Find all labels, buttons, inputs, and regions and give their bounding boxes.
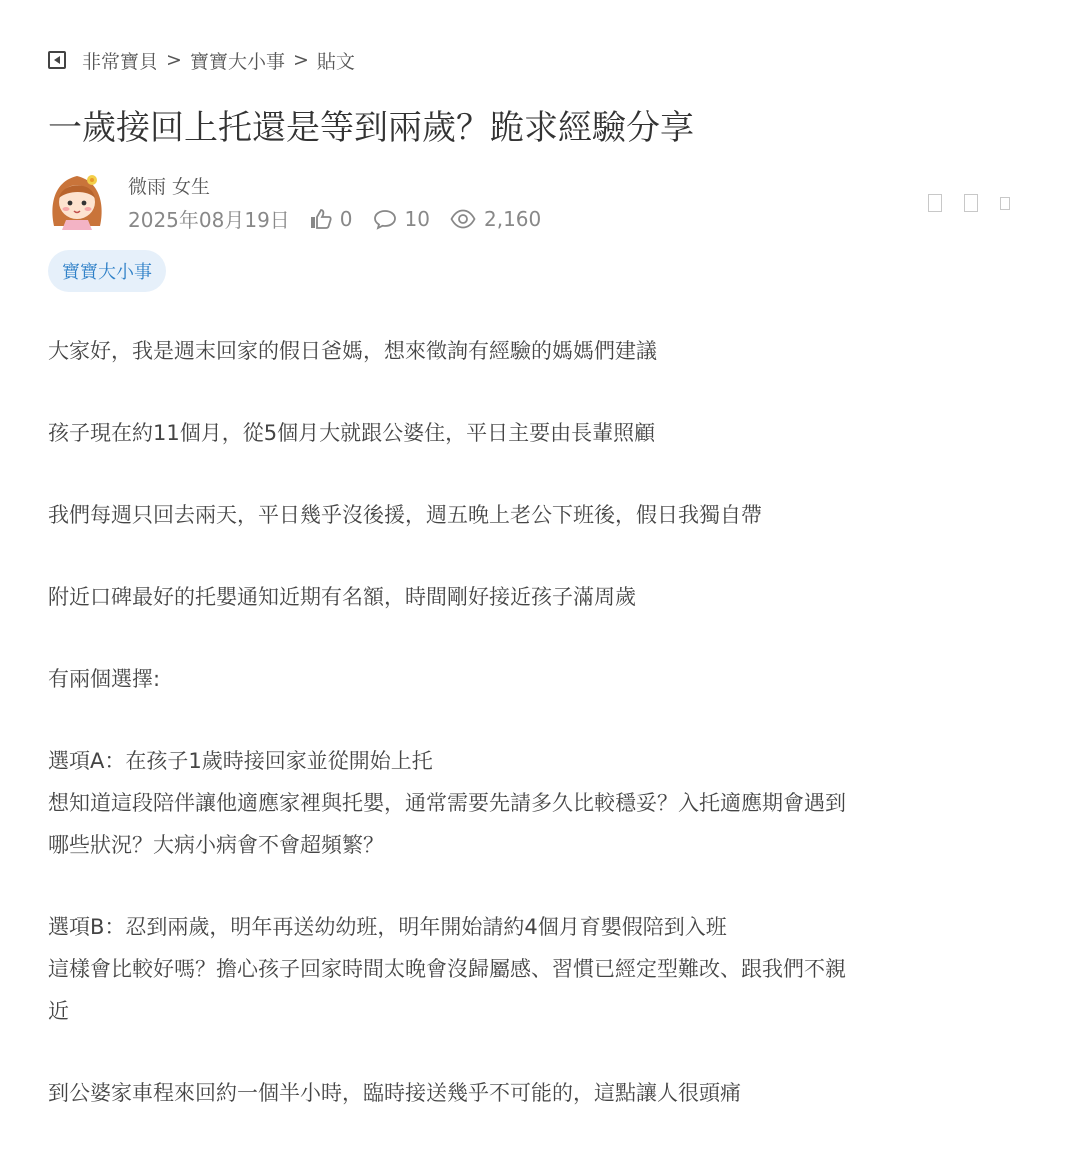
eye-icon — [450, 209, 476, 229]
speech-bubble-icon — [373, 209, 397, 229]
avatar[interactable] — [48, 168, 106, 230]
paragraph-line: 大家好，我是週末回家的假日爸媽，想來徵詢有經驗的媽媽們建議 — [48, 339, 657, 363]
breadcrumb-separator: > — [166, 49, 182, 71]
thumbs-up-icon — [310, 209, 332, 229]
paragraph-line: 近 — [48, 999, 69, 1023]
breadcrumb-item-3: 貼文 — [316, 50, 355, 73]
post-paragraph — [48, 658, 1028, 700]
post-paragraph — [48, 740, 1028, 866]
breadcrumb-item-2[interactable]: 寶寶大小事 — [189, 50, 285, 73]
breadcrumb-item-1[interactable]: 非常寶貝 — [82, 50, 159, 73]
paragraph-line: 這樣會比較好嗎？擔心孩子回家時間太晚會沒歸屬感、習慣已經定型難改、跟我們不親 — [48, 957, 846, 981]
breadcrumb — [48, 46, 355, 74]
post-actions — [906, 194, 1010, 212]
paragraph-line: 我們每週只回去兩天，平日幾乎沒後援，週五晚上老公下班後，假日我獨自帶 — [48, 503, 762, 527]
paragraph-line: 到公婆家車程來回約一個半小時，臨時接送幾乎不可能的，這點讓人很頭痛 — [48, 1081, 741, 1105]
like-stat[interactable] — [310, 207, 353, 231]
paragraph-line: 附近口碑最好的托嬰通知近期有名額，時間剛好接近孩子滿周歲 — [48, 585, 636, 609]
paragraph-line: 選項A：在孩子1歲時接回家並從開始上托 — [48, 749, 433, 773]
post-paragraph — [48, 576, 1028, 618]
post-date: 2025年08月19日 — [128, 208, 290, 232]
category-tag[interactable]: 寶寶大小事 — [48, 250, 166, 292]
post-body — [48, 330, 1028, 1154]
bookmark-icon[interactable] — [964, 194, 978, 212]
post-meta — [128, 204, 541, 233]
breadcrumb-separator: > — [292, 49, 309, 71]
paragraph-line: 有兩個選擇: — [48, 667, 161, 691]
comment-stat[interactable] — [373, 207, 430, 231]
post-paragraph — [48, 1072, 1028, 1114]
author-name[interactable]: 微雨 女生 — [128, 176, 211, 198]
more-icon[interactable] — [1000, 197, 1010, 210]
comment-count: 10 — [404, 206, 430, 231]
like-count: 0 — [339, 206, 353, 231]
post-paragraph — [48, 412, 1028, 454]
view-count: 2,160 — [483, 206, 542, 231]
share-icon[interactable] — [928, 194, 942, 212]
post-paragraph — [48, 906, 1028, 1032]
paragraph-line: 哪些狀況？大病小病會不會超頻繁？ — [48, 833, 384, 857]
paragraph-line: 孩子現在約11個月，從5個月大就跟公婆住，平日主要由長輩照顧 — [48, 421, 656, 445]
back-square-icon[interactable] — [48, 51, 66, 69]
post-paragraph — [48, 330, 1028, 372]
view-stat — [450, 207, 541, 231]
paragraph-line: 想知道這段陪伴讓他適應家裡與托嬰，通常需要先請多久比較穩妥？入托適應期會遇到 — [48, 791, 846, 815]
post-paragraph — [48, 494, 1028, 536]
paragraph-line: 選項B：忍到兩歲，明年再送幼幼班，明年開始請約4個月育嬰假陪到入班 — [48, 915, 727, 939]
post-title: 一歲接回上托還是等到兩歲？跪求經驗分享 — [48, 108, 694, 148]
